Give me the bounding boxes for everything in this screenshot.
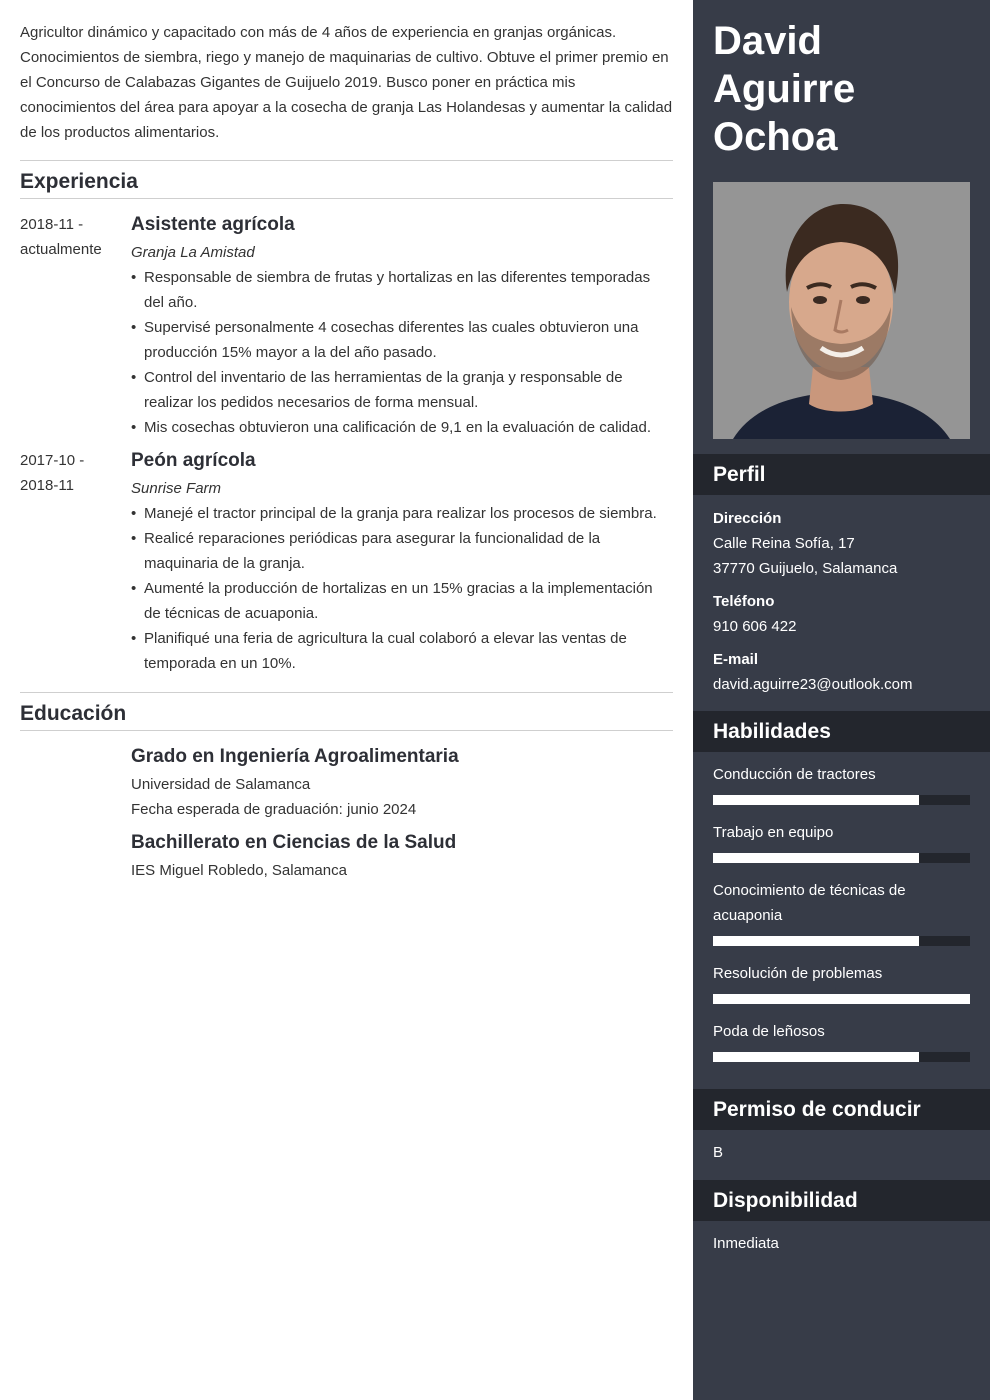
experience-body [131,212,673,440]
education-body [131,744,673,822]
phone-label: Teléfono [713,593,775,610]
education-body [131,830,673,883]
date-start: 2017-10 - [20,452,85,469]
skill-bar [713,795,970,805]
skill-name: Resolución de problemas [713,965,883,982]
license-heading: Permiso de conducir [693,1089,990,1130]
skill-name: Conocimiento de técnicas de acuaponia [713,882,906,924]
education-line: IES Miguel Robledo, Salamanca [131,862,347,879]
skill-fill [713,936,919,946]
date-end: 2018-11 [20,477,74,494]
skill-item [713,762,970,805]
availability-value: Inmediata [713,1235,779,1252]
email-label: E-mail [713,651,759,668]
education-line: Fecha esperada de graduación: junio 2024 [131,801,417,818]
education-entry [20,830,673,883]
skills-heading: Habilidades [693,711,990,752]
email-value: david.aguirre23@outlook.com [713,676,913,693]
skill-item [713,820,970,863]
job-title: Peón agrícola [131,450,256,471]
skill-fill [713,1052,919,1062]
skill-item [713,961,970,1004]
bullet-item: • Aumenté la producción de hortalizas en un 15% gracias a la implementación de técnicas de acuaponia. [131,576,673,626]
skill-item [713,1019,970,1062]
license-block [713,1140,970,1165]
bullet-item: • Planifiqué una feria de agricultura la cual colaboró a elevar las ventas de temporada en un 10%. [131,626,673,676]
degree-title: Bachillerato en Ciencias de la Salud [131,832,457,853]
experience-entry [20,212,673,440]
skill-item [713,878,970,946]
experience-heading: Experiencia [20,160,673,199]
date-end: actualmente [20,241,102,258]
skill-name: Trabajo en equipo [713,824,834,841]
profile-photo [713,182,970,439]
skill-bar [713,853,970,863]
experience-date [20,448,131,676]
bullet-item: • Supervisé personalmente 4 cosechas diferentes las cuales obtuvieron una producción 15% mayor a la del año pasado. [131,315,673,365]
employer: Granja La Amistad [131,244,255,261]
date-start: 2018-11 - [20,216,84,233]
address-label: Dirección [713,510,782,527]
bullet-item: • Mis cosechas obtuvieron una calificación de 9,1 en la evaluación de calidad. [131,415,673,440]
address-line: 37770 Guijuelo, Salamanca [713,560,898,577]
experience-entry [20,448,673,676]
candidate-name [713,17,970,161]
sidebar [693,0,990,1400]
job-bullets [131,501,673,676]
experience-body [131,448,673,676]
skill-bar [713,936,970,946]
employer: Sunrise Farm [131,480,222,497]
job-bullets [131,265,673,440]
degree-title: Grado en Ingeniería Agroalimentaria [131,746,459,767]
skill-name: Poda de leñosos [713,1023,825,1040]
education-heading: Educación [20,692,673,731]
bullet-item: • Realicé reparaciones periódicas para asegurar la funcionalidad de la maquinaria de la granja. [131,526,673,576]
job-title: Asistente agrícola [131,214,295,235]
phone-value: 910 606 422 [713,618,797,635]
name-line: Aguirre [713,67,856,111]
skill-fill [713,795,919,805]
experience-date [20,212,131,440]
skills-list [713,762,970,1077]
availability-block [713,1231,970,1256]
skill-fill [713,994,970,1004]
education-entry [20,744,673,822]
name-line: Ochoa [713,115,838,159]
name-line: David [713,19,822,63]
profile-details [713,506,970,697]
main-column [20,20,673,891]
bullet-item: • Control del inventario de las herramientas de la granja y responsable de realizar los pedidos necesarios de forma mensual. [131,365,673,415]
bullet-item: • Responsable de siembra de frutas y hortalizas en las diferentes temporadas del año. [131,265,673,315]
portrait-illustration [713,182,970,439]
skill-bar [713,994,970,1004]
skill-bar [713,1052,970,1062]
profile-heading: Perfil [693,454,990,495]
availability-heading: Disponibilidad [693,1180,990,1221]
skill-fill [713,853,919,863]
address-line: Calle Reina Sofía, 17 [713,535,855,552]
license-value: B [713,1144,724,1161]
summary-text: Agricultor dinámico y capacitado con más de 4 años de experiencia en granjas orgánicas. Conocimientos de siembra, riego y manejo de maquinarias de cultivo. Obtuve el primer premio en el Concurso de Calabazas Gigantes de Guijuelo 2019. Busco poner en práctica mis conocimientos del área para apoyar a la cosecha de granja Las Holandesas y aumentar la calidad de los productos alimentarios. [20,24,673,141]
education-line: Universidad de Salamanca [131,776,311,793]
skill-name: Conducción de tractores [713,766,876,783]
bullet-item: • Manejé el tractor principal de la granja para realizar los procesos de siembra. [131,501,673,526]
